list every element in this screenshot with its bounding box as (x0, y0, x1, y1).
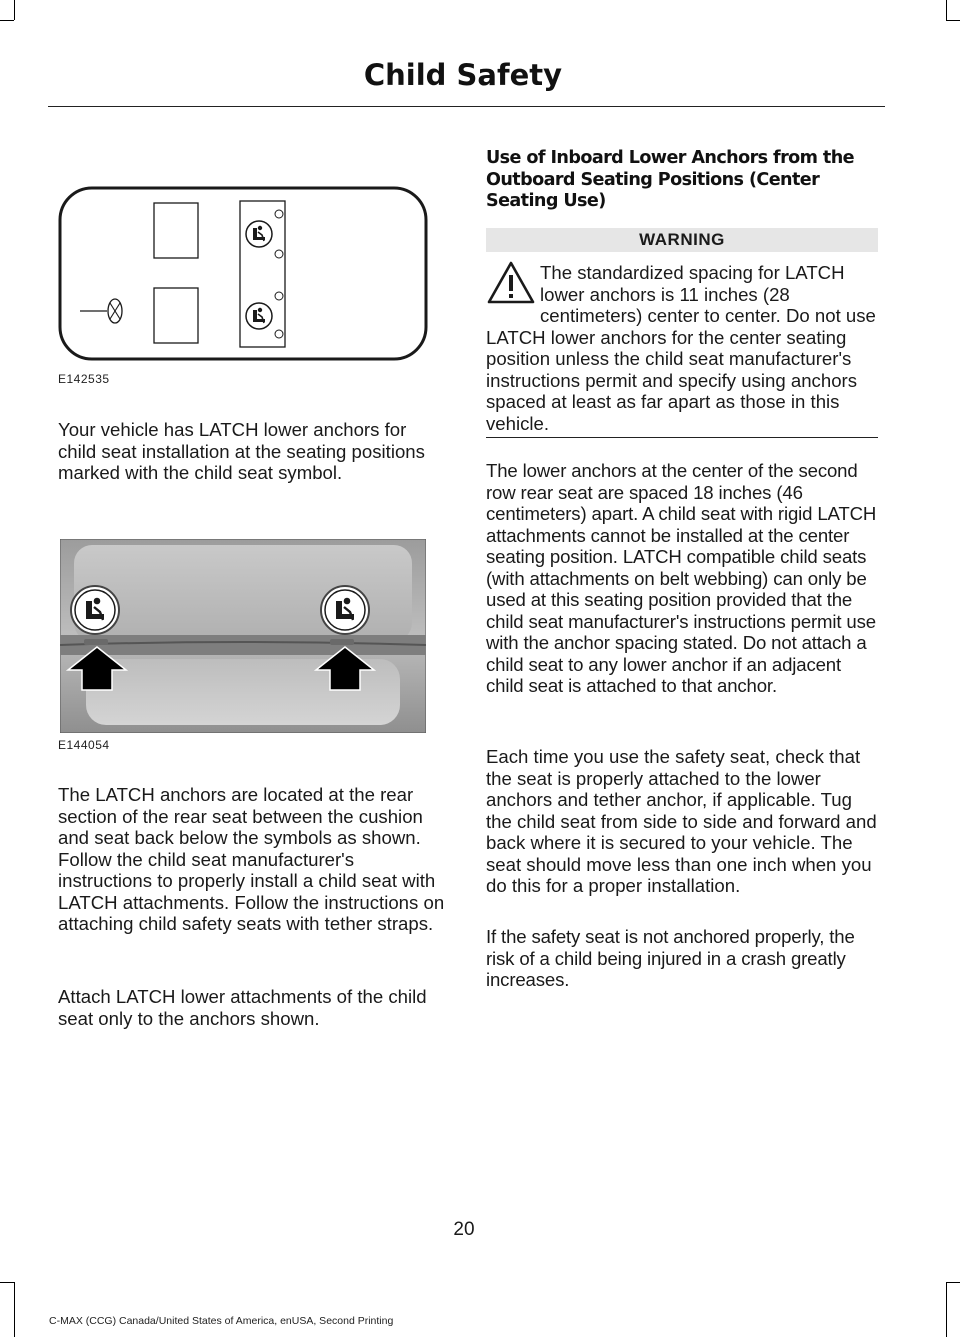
anchor-location-photo (60, 539, 426, 733)
left-paragraph-2: The LATCH anchors are located at the rear section of the rear seat between the cushion and seat back below the symbols as shown. Follow the child seat manufacturer's instructions to properly install a child seat with LATCH attachments. Follow the instructions on attaching child safety seats with tether straps. (58, 784, 445, 934)
crop-mark (946, 20, 960, 21)
footer-text: C-MAX (CCG) Canada/United States of America, enUSA, Second Printing (49, 1315, 394, 1327)
right-paragraph-3: If the safety seat is not anchored properly, the risk of a child being injured in a crash greatly increases. (486, 926, 855, 990)
header-divider (48, 106, 885, 107)
seat-layout-diagram (58, 186, 430, 362)
figure-code: E142535 (58, 372, 110, 386)
warning-text-block (486, 262, 879, 434)
crop-mark (0, 1282, 14, 1283)
warning-text: The standardized spacing for LATCH lower anchors is 11 inches (28 centimeters) center to center. Do not use LATCH lower anchors for the center seating position unless the child seat manufacturer's instructions permit and specify using anchors spaced at least as far apart as those in this vehicle. (486, 262, 876, 434)
crop-mark (14, 1282, 15, 1337)
left-paragraph-1: Your vehicle has LATCH lower anchors for child seat installation at the seating positions marked with the child seat symbol. (58, 419, 425, 483)
crop-mark (0, 20, 14, 21)
right-paragraph-2: Each time you use the safety seat, check that the seat is properly attached to the lower anchors and tether anchor, if applicable. Tug the child seat from side to side and forward and back where it is secured to your vehicle. The seat should move less than one inch when you do this for a proper installation. (486, 746, 877, 896)
child-seat-icon (246, 303, 272, 329)
section-heading: Use of Inboard Lower Anchors from the Outboard Seating Positions (Center Seating Use) (486, 148, 854, 211)
crop-mark (946, 1282, 960, 1283)
warning-triangle-icon (486, 260, 536, 306)
crop-mark (14, 0, 15, 20)
right-paragraph-1: The lower anchors at the center of the second row rear seat are spaced 18 inches (46 centimeters) apart. A child seat with rigid LATCH attachments cannot be installed at the center seating position. LATCH compatible child seats (with attachments on belt webbing) can only be used at this seating position provided that the child seat manufacturer's instructions permit use with the anchor spacing stated. Do not attach a child seat to any lower anchor if an adjacent child seat is attached to that anchor. (486, 460, 877, 696)
page-title: Child Safety (363, 58, 562, 92)
child-seat-icon (246, 221, 272, 247)
crop-mark (946, 1282, 947, 1337)
warning-label: WARNING (486, 228, 878, 252)
child-seat-icon (321, 586, 369, 634)
figure-code: E144054 (58, 738, 110, 752)
crop-mark (946, 0, 947, 20)
left-paragraph-3: Attach LATCH lower attachments of the child seat only to the anchors shown. (58, 986, 427, 1029)
page-number: 20 (453, 1219, 475, 1240)
warning-divider (486, 437, 878, 438)
child-seat-icon (71, 586, 119, 634)
